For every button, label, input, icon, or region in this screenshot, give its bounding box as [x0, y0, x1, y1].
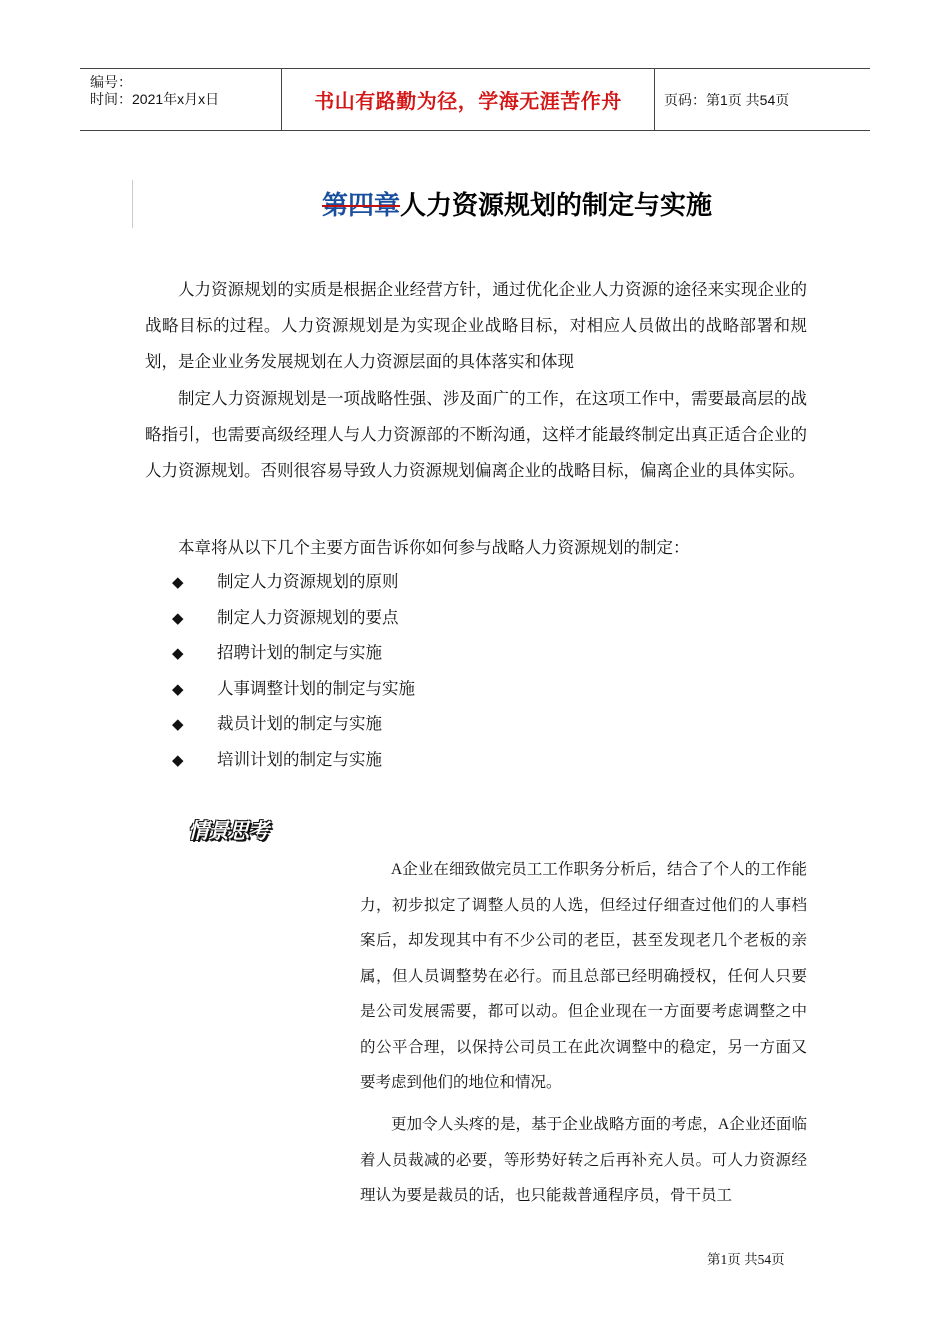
list-item-text: 裁员计划的制定与实施	[217, 714, 382, 733]
motto: 书山有路勤为径，学海无涯苦作舟	[314, 89, 622, 113]
list-item	[172, 564, 415, 600]
list-item	[172, 706, 415, 742]
intro-paragraph-3: 本章将从以下几个主要方面告诉你如何参与战略人力资源规划的制定：	[178, 538, 690, 557]
diamond-bullet-icon: ◆	[172, 573, 184, 591]
diamond-bullet-icon: ◆	[172, 750, 184, 769]
list-item	[172, 600, 415, 636]
list-item-text: 培训计划的制定与实施	[217, 749, 382, 769]
chapter-title-text: 人力资源规划的制定与实施	[400, 191, 713, 221]
page-footer: 第1页 共54页	[707, 1252, 785, 1267]
header-page-cell	[654, 69, 870, 130]
diamond-bullet-icon: ◆	[172, 679, 184, 698]
diamond-bullet-icon: ◆	[172, 644, 184, 662]
list-item	[172, 742, 415, 778]
list-item-text: 招聘计划的制定与实施	[217, 643, 382, 662]
header-meta-cell	[80, 69, 280, 130]
case-paragraph-1: A企业在细致做完员工工作职务分析后，结合了个人的工作能力，初步拟定了调整人员的人选，但经过仔细查过他们的人事档案后，却发现其中有不少公司的老臣，甚至发现老几个老板的亲属，但人员调整势在必行。而且总部已经明确授权，任何人只要是公司发展需要，都可以动。但企业现在一方面要考虑调整之中的公平合理，以保持公司员工在此次调整中的稳定，另一方面又要考虑到他们的地位和情况。	[360, 861, 807, 1091]
case-paragraph-2: 更加令人头疼的是，基于企业战略方面的考虑，A企业还面临着人员裁减的必要，等形势好转之后再补充人员。可人力资源经理认为要是裁员的话，也只能裁普通程序员，骨干员工	[360, 1116, 807, 1204]
list-item	[172, 635, 415, 671]
list-item-text: 人事调整计划的制定与实施	[217, 678, 415, 698]
intro-paragraph-2: 制定人力资源规划是一项战略性强、涉及面广的工作，在这项工作中，需要最高层的战略指引，也需要高级经理人与人力资源部的不断沟通，这样才能最终制定出真正适合企业的人力资源规划。否则很容易导致人力资源规划偏离企业的战略目标，偏离企业的具体实际。	[145, 389, 807, 480]
diamond-bullet-icon: ◆	[172, 608, 184, 627]
diamond-bullet-icon: ◆	[172, 715, 184, 733]
number-label: 编号：	[90, 74, 132, 90]
intro-paragraph-1: 人力资源规划的实质是根据企业经营方针，通过优化企业人力资源的途径来实现企业的战略目标的过程。人力资源规划是为实现企业战略目标，对相应人员做出的战略部署和规划，是企业业务发展规划在人力资源层面的具体落实和体现	[145, 280, 807, 371]
margin-rule	[132, 180, 133, 228]
page-number-label: 页码：第1页 共54页	[664, 91, 790, 108]
chapter-title	[322, 185, 712, 222]
list-item	[172, 671, 415, 707]
header-motto-cell	[281, 69, 655, 130]
list-item-text: 制定人力资源规划的要点	[217, 607, 399, 627]
page-header	[80, 68, 870, 131]
scene-heading: 情景思考	[188, 819, 268, 843]
list-item-text: 制定人力资源规划的原则	[217, 572, 399, 591]
topic-list	[172, 564, 415, 777]
chapter-number: 第四章	[322, 191, 401, 221]
time-label: 时间：2021年x月x日	[90, 91, 220, 107]
